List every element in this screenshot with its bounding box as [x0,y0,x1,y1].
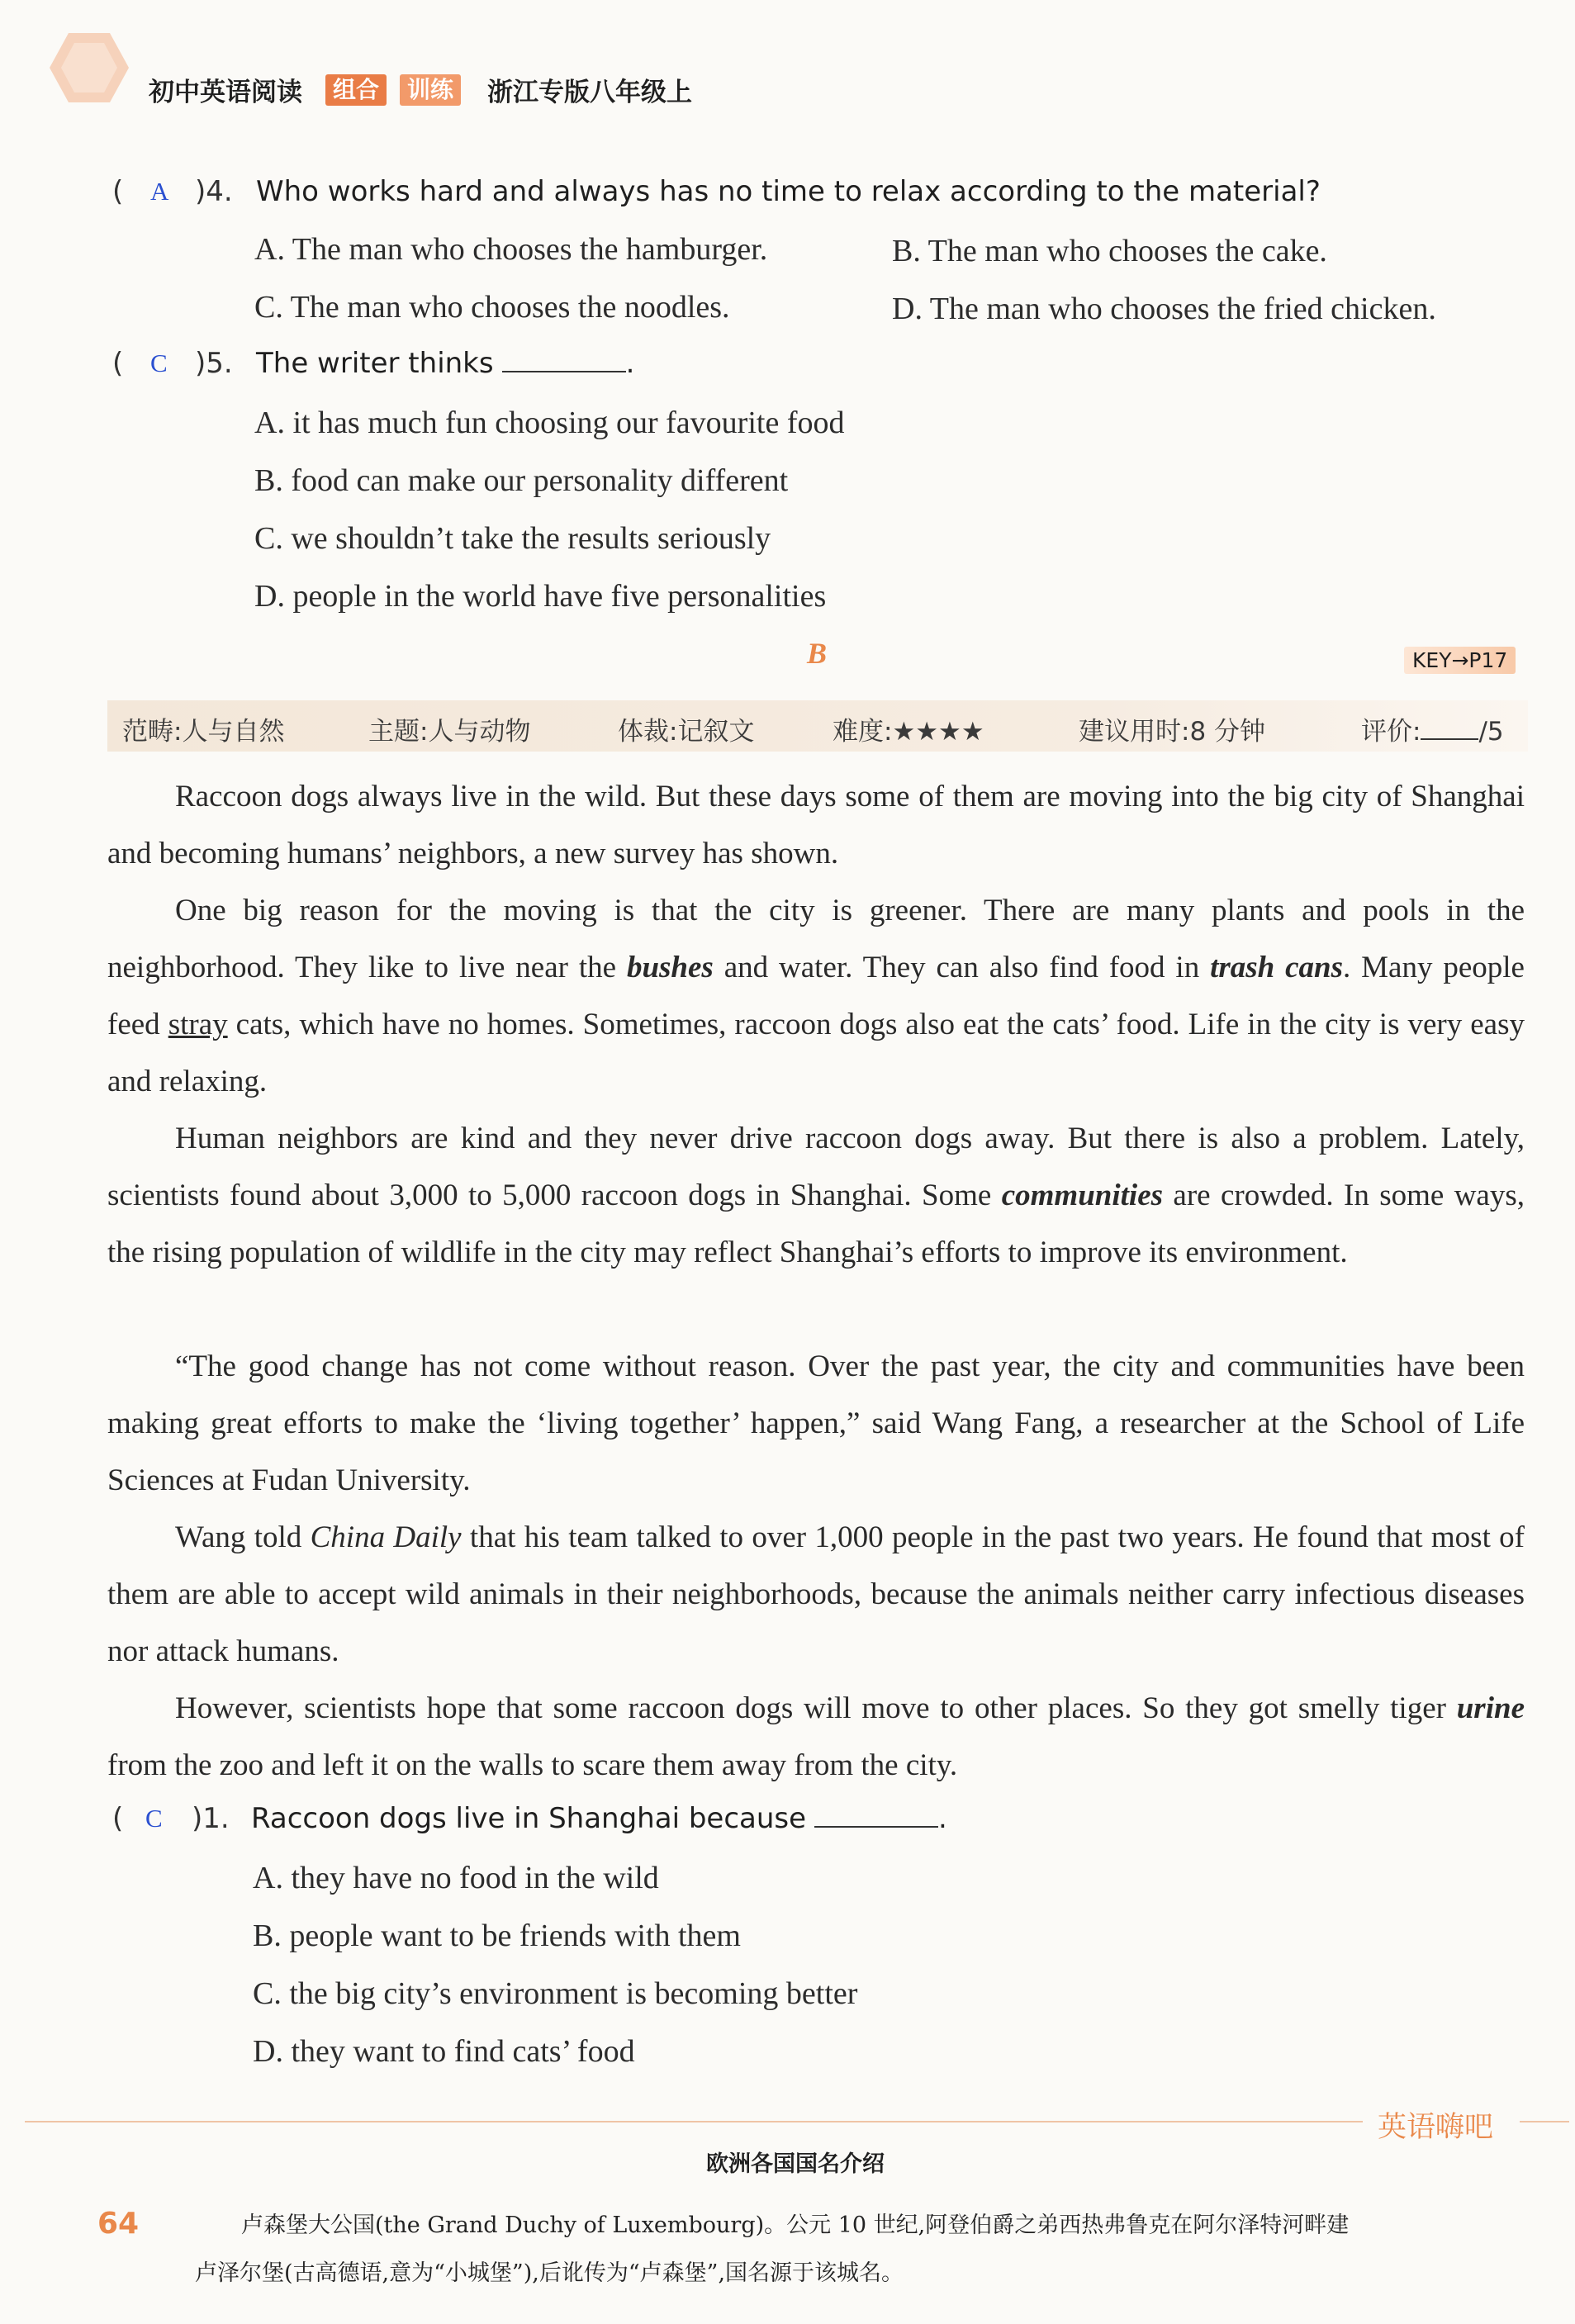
option-d: D. The man who chooses the fried chicken. [892,292,1436,326]
footnote-line: 卢森堡大公国(the Grand Duchy of Luxembourg)。公元 10 世纪,阿登伯爵之弟西热弗鲁克在阿尔泽特河畔建 [241,2213,1350,2238]
hexagon-logo-icon [48,31,130,104]
newspaper-title: China Daily [310,1520,462,1554]
footnote-line: 卢泽尔堡(古高德语,意为“小城堡”),后讹传为“卢森堡”,国名源于该城名。 [195,2260,904,2286]
option-c: C. The man who chooses the noodles. [254,290,730,325]
question-number: )5. [195,347,233,380]
vocab-word: trash cans [1210,951,1344,984]
answer-blank [814,1803,938,1828]
question-number: )1. [192,1802,230,1835]
option-b: B. people want to be friends with them [253,1918,741,1953]
vocab-word: urine [1456,1691,1525,1725]
footer-brand: 英语嗨吧 [1378,2111,1494,2144]
question-stem: The writer thinks . [256,347,635,380]
footnote-heading: 欧洲各国国名介绍 [706,2151,885,2177]
option-d: D. people in the world have five personalities [254,579,827,614]
info-genre: 体裁:记叙文 [618,717,755,747]
page-number: 64 [97,2207,140,2241]
passage-paragraph: Wang told China Daily that his team talked to over 1,000 people in the past two years. He found that most of them are able to accept wild animals in their neighborhoods, because the animals neither carry infectious diseases nor attack humans. [107,1520,1525,1668]
passage-paragraph: However, scientists hope that some raccoon dogs will move to other places. So they got smelly tiger urine from the zoo and left it on the walls to scare them away from the city. [107,1691,1525,1782]
option-a: A. it has much fun choosing our favourite food [254,406,845,440]
option-a: A. they have no food in the wild [253,1861,659,1895]
answer-paren-open: ( [112,1802,124,1835]
series-title: 初中英语阅读 [149,78,302,107]
option-a: A. The man who chooses the hamburger. [254,232,768,267]
edition-label: 浙江专版八年级上 [487,78,692,107]
score-blank [1421,717,1478,740]
answer-mark: C [145,1804,163,1833]
answer-paren-open: ( [112,347,124,380]
info-theme: 主题:人与动物 [368,717,531,747]
question-number: )4. [195,175,233,208]
option-c: C. we shouldn’t take the results seriously [254,521,771,556]
series-tag-combo: 组合 [325,74,387,106]
footer-divider [25,2121,1363,2122]
info-score: 评价: /5 [1361,717,1504,747]
option-b: B. food can make our personality different [254,463,789,498]
vocab-word: bushes [626,951,714,984]
info-time: 建议用时:8 分钟 [1079,717,1266,747]
passage-paragraph: Raccoon dogs always live in the wild. But these days some of them are moving into the big city of Shanghai and becoming humans’ neighbors, a new survey has shown. [107,780,1525,870]
passage-info-bar [107,700,1528,752]
info-domain: 范畴:人与自然 [122,717,285,747]
footer-divider [1520,2121,1569,2122]
passage-letter: B [807,637,828,670]
answer-blank [502,348,626,372]
option-d: D. they want to find cats’ food [253,2034,635,2069]
question-stem: Who works hard and always has no time to relax according to the material? [256,175,1321,208]
vocab-word: stray [168,1008,228,1041]
answer-paren-open: ( [112,175,124,208]
question-stem: Raccoon dogs live in Shanghai because . [251,1802,947,1835]
answer-mark: C [150,349,168,377]
passage-paragraph: “The good change has not come without reason. Over the past year, the city and communities have been making great efforts to make the ‘living together’ happen,” said Wang Fang, a researcher at the School of Life Sciences at Fudan University. [107,1349,1525,1497]
vocab-word: communities [1001,1179,1164,1212]
info-difficulty: 难度:★★★★ [833,717,984,747]
option-b: B. The man who chooses the cake. [892,234,1327,268]
passage-paragraph: One big reason for the moving is that the city is greener. There are many plants and pools in the neighborhood. They like to live near the bushes and water. They can also find food in trash cans. Many people feed stray cats, which have no homes. Sometimes, raccoon dogs also eat the cats’ food. Life in the city is very easy and relaxing. [107,894,1525,1098]
answer-mark: A [150,177,169,206]
answer-key-reference: KEY→P17 [1404,647,1516,674]
option-c: C. the big city’s environment is becoming better [253,1976,858,2011]
series-tag-training: 训练 [400,74,461,106]
passage-paragraph: Human neighbors are kind and they never drive raccoon dogs away. But there is also a problem. Lately, scientists found about 3,000 to 5,000 raccoon dogs in Shanghai. Some communities are crowded. In some ways, the rising population of wildlife in the city may reflect Shanghai’s efforts to improve its environment. [107,1122,1525,1269]
